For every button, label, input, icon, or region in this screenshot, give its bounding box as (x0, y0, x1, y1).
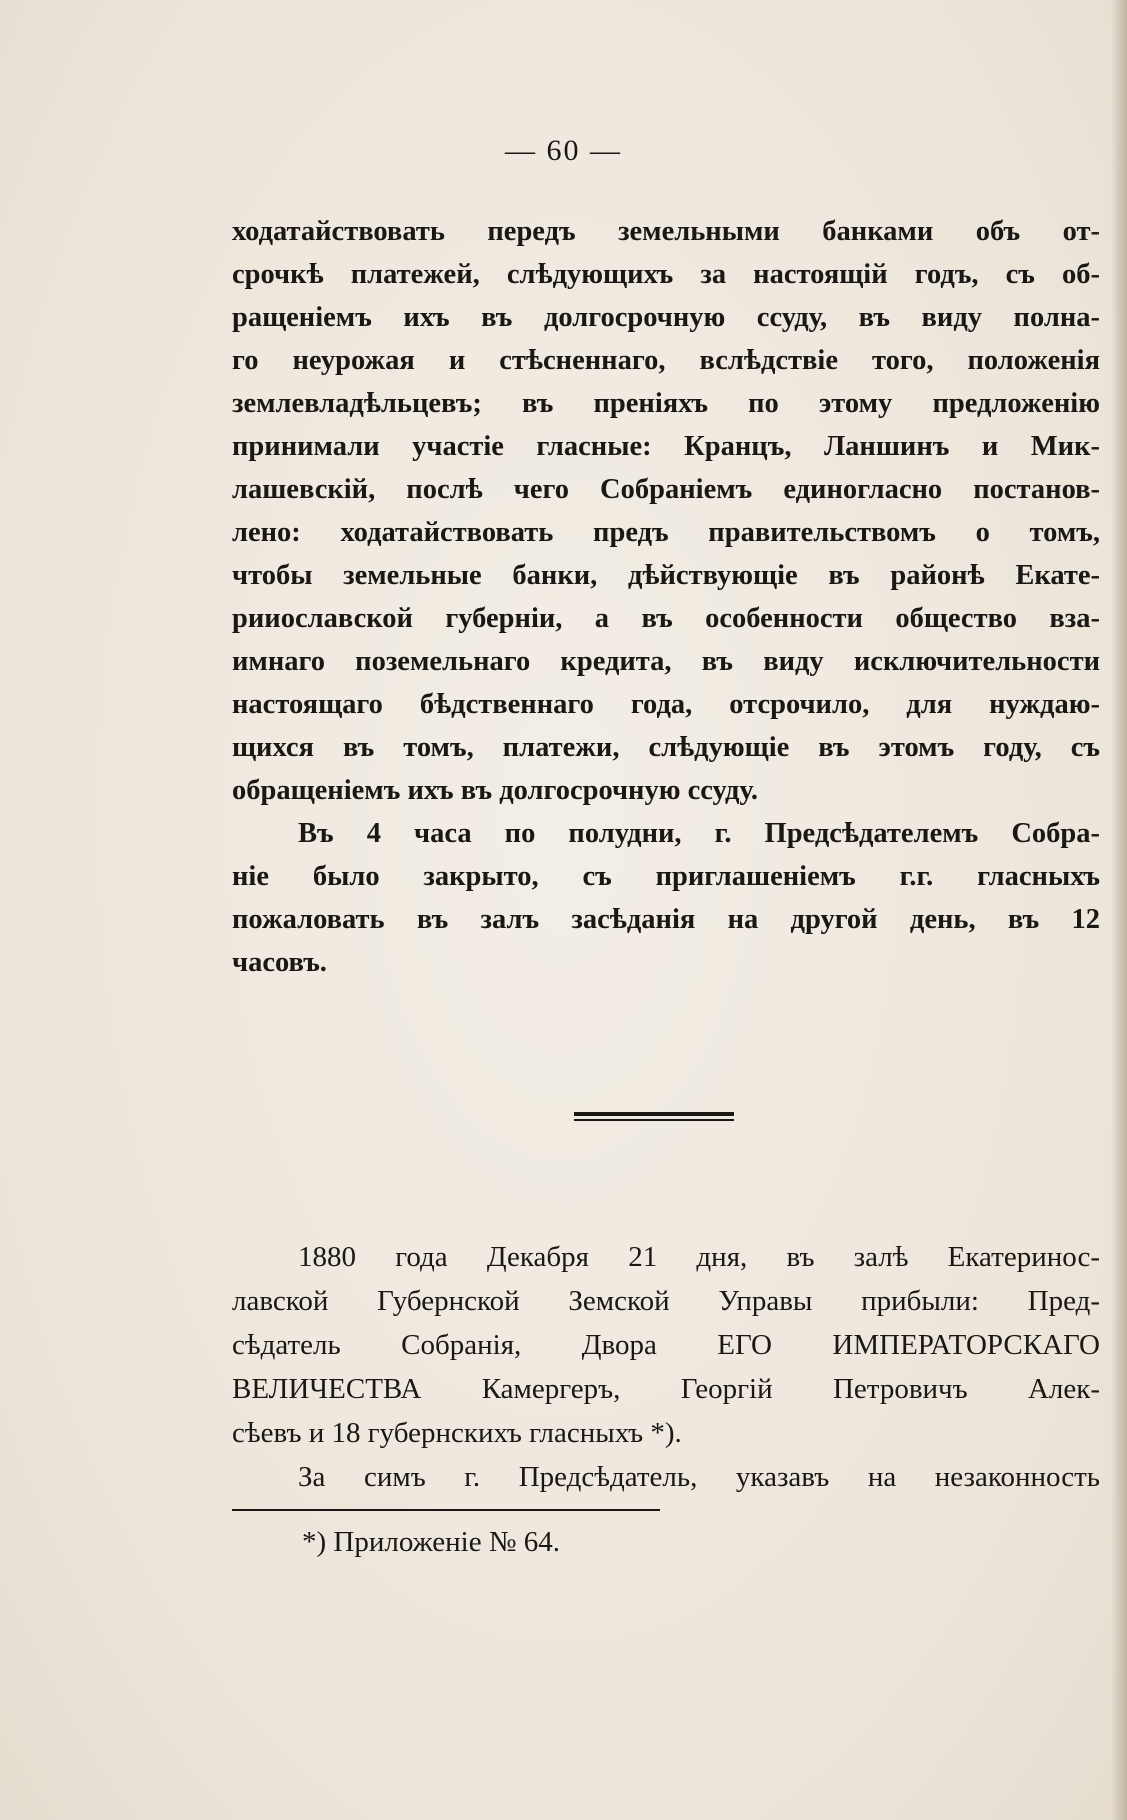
text-line: Въ 4 часа по полудни, г. Предсѣдателемъ Собра- (298, 818, 1100, 849)
text-line: 1880 года Декабря 21 дня, въ залѣ Екатеринос- (298, 1241, 1100, 1273)
text-line: ВЕЛИЧЕСТВА Камергеръ, Георгій Петровичъ Алек- (232, 1373, 1100, 1405)
text-line: лавской Губернской Земской Управы прибыли: Пред- (232, 1285, 1100, 1317)
page-edge-shadow (1111, 0, 1127, 1820)
text-line: чтобы земельные банки, дѣйствующіе въ районѣ Екате- (232, 560, 1100, 591)
footnote: *) Приложеніе № 64. (302, 1526, 561, 1558)
text-line: часовъ. (232, 947, 327, 978)
text-line: ніе было закрыто, съ приглашеніемъ г.г. гласныхъ (232, 861, 1100, 892)
text-line: рииославской губерніи, а въ особенности общество вза- (232, 603, 1100, 634)
text-line: сѣдатель Собранія, Двора ЕГО ИМПЕРАТОРСКАГО (232, 1329, 1100, 1361)
section-1-text (232, 210, 1100, 984)
text-line: обращеніемъ ихъ въ долгосрочную ссуду. (232, 775, 758, 806)
text-line: лашевскій, послѣ чего Собраніемъ единогласно постанов- (232, 474, 1100, 505)
text-line: срочкѣ платежей, слѣдующихъ за настоящій годъ, съ об- (232, 259, 1100, 290)
text-line: настоящаго бѣдственнаго года, отсрочило, для нуждаю- (232, 689, 1100, 720)
text-line: землевладѣльцевъ; въ преніяхъ по этому предложенію (232, 388, 1100, 419)
text-line: принимали участіе гласные: Кранцъ, Ланшинъ и Мик- (232, 431, 1100, 462)
page-number: — 60 — (505, 134, 622, 167)
section-divider-thin (574, 1119, 734, 1121)
text-line: пожаловать въ залъ засѣданія на другой день, въ 12 (232, 904, 1100, 935)
text-line: ращеніемъ ихъ въ долгосрочную ссуду, въ виду полна- (232, 302, 1100, 333)
footnote-rule (232, 1509, 660, 1511)
section-divider (574, 1112, 734, 1116)
section-2-text (232, 1235, 1100, 1499)
text-line: За симъ г. Предсѣдатель, указавъ на незаконность (298, 1461, 1100, 1493)
text-line: сѣевъ и 18 губернскихъ гласныхъ *). (232, 1417, 682, 1449)
text-line: имнаго поземельнаго кредита, въ виду исключительности (232, 646, 1100, 677)
text-line: ходатайствовать передъ земельными банками объ от- (232, 216, 1100, 247)
text-line: лено: ходатайствовать предъ правительствомъ о томъ, (232, 517, 1100, 548)
text-line: щихся въ томъ, платежи, слѣдующіе въ этомъ году, съ (232, 732, 1100, 763)
text-line: го неурожая и стѣсненнаго, вслѣдствіе того, положенія (232, 345, 1100, 376)
